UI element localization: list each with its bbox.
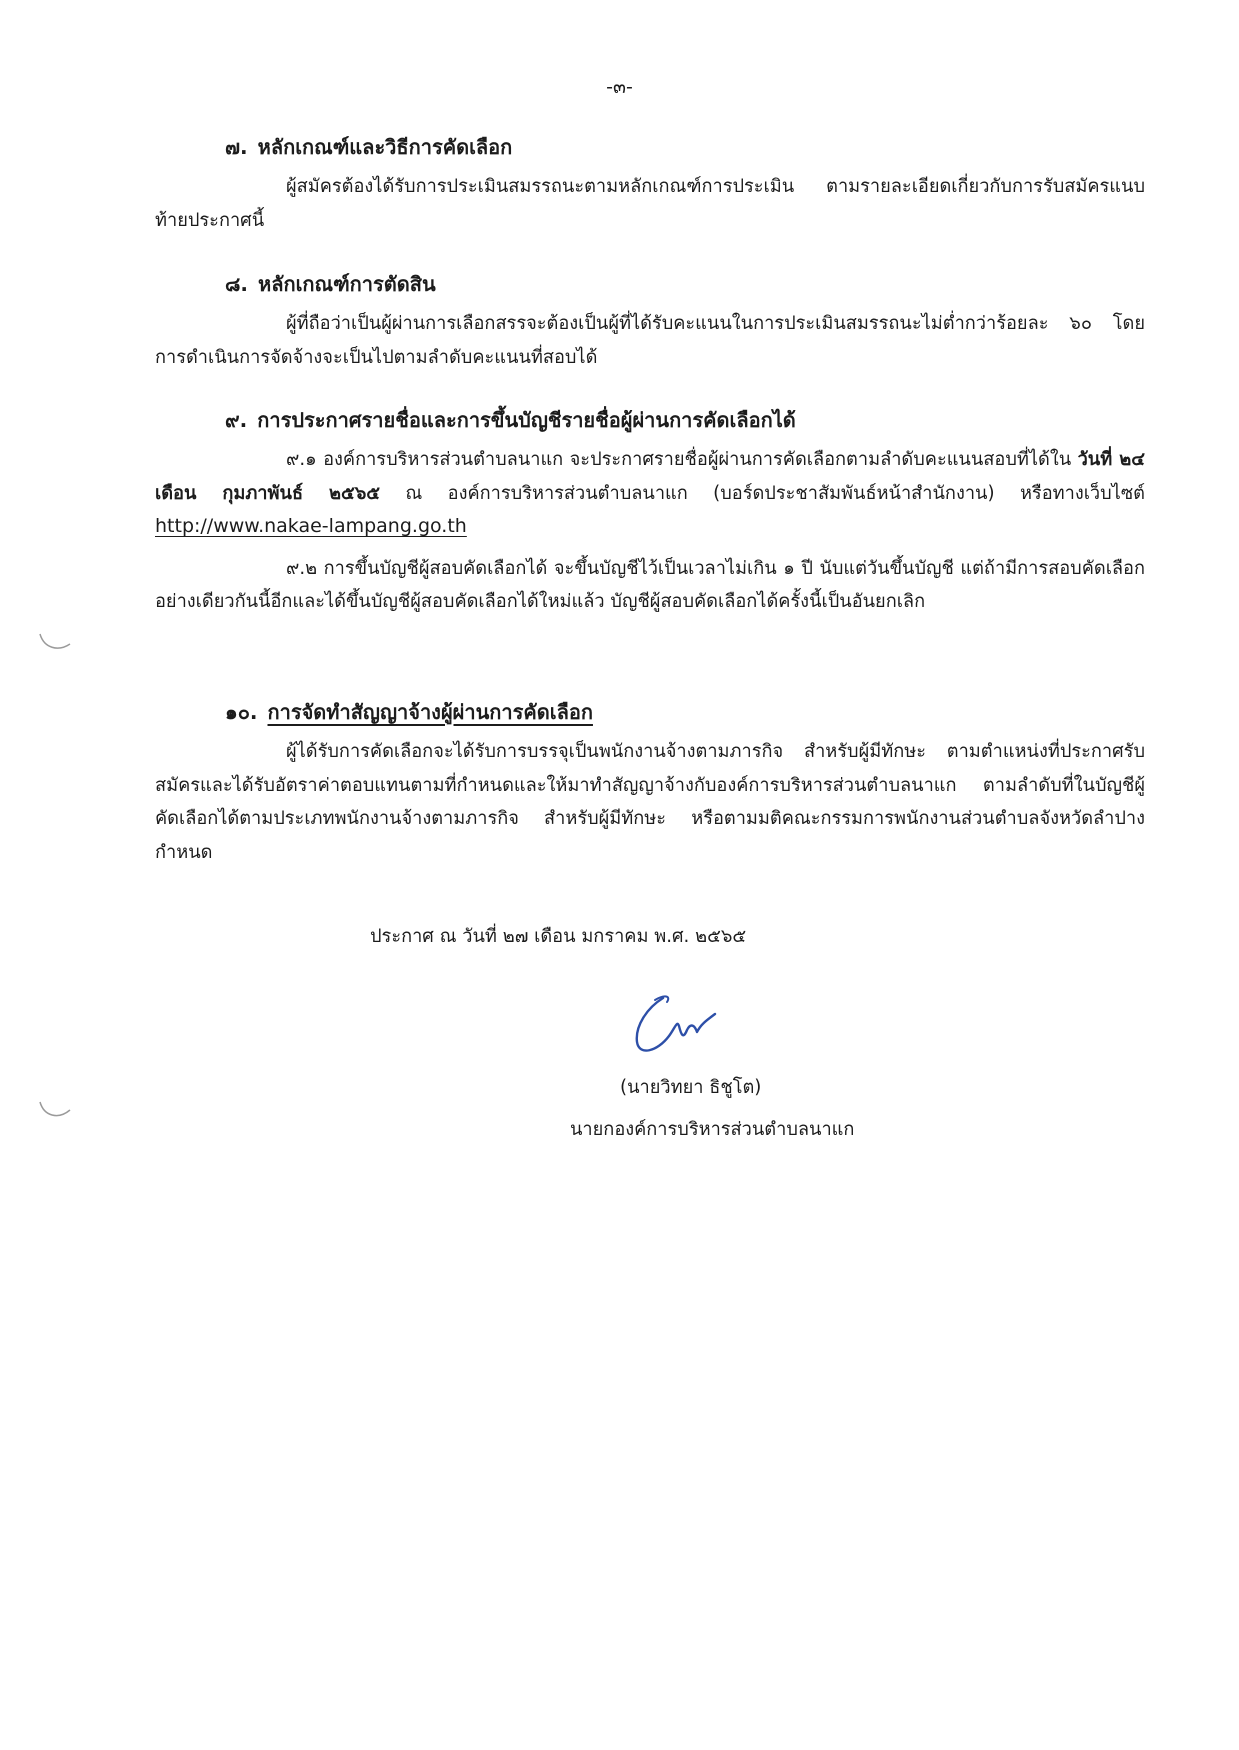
section-body [155, 307, 1145, 374]
section-title: หลักเกณฑ์การตัดสิน [258, 272, 436, 296]
punch-hole-mark [36, 1092, 76, 1132]
section-body [155, 170, 1145, 237]
section-number: ๗. [225, 135, 248, 159]
signature-image [625, 990, 745, 1062]
section-8 [155, 267, 1145, 374]
signer-title: นายกองค์การบริหารส่วนตำบลนาแก [570, 1119, 855, 1140]
section-heading [225, 267, 1145, 301]
announcement-date: ประกาศ ณ วันที่ ๒๗ เดือน มกราคม พ.ศ. ๒๕๖๕ [370, 926, 747, 947]
website-link[interactable]: http://www.nakae-lampang.go.th [155, 515, 467, 537]
section-body [155, 735, 1145, 869]
section-number: ๑๐. [225, 700, 258, 724]
item-9-2-text: ๙.๒ การขึ้นบัญชีผู้สอบคัดเลือกได้ จะขึ้นบัญชีไว้เป็นเวลาไม่เกิน ๑ ปี นับแต่วันขึ้นบัญชี แต่ถ้ามีการสอบคัดเลือกอย่างเดียวกันนี้อีกและได้ขึ้นบัญชีผู้สอบคัดเลือกได้ใหม่แล้ว บัญชีผู้สอบคัดเลือกได้ครั้งนี้เป็นอันยกเลิก [155, 557, 1145, 612]
item-9-1-pre: ๙.๑ องค์การบริหารส่วนตำบลนาแก จะประกาศรายชื่อผู้ผ่านการคัดเลือกตามลำดับคะแนนสอบที่ได้ใน [286, 449, 1078, 470]
item-9-1 [155, 443, 1145, 544]
section-title: การจัดทำสัญญาจ้างผู้ผ่านการคัดเลือก [267, 700, 593, 724]
signer-name: (นายวิทยา ธิชูโต) [620, 1077, 762, 1098]
section-10 [155, 695, 1145, 869]
section-7 [155, 130, 1145, 237]
section-7-text: ผู้สมัครต้องได้รับการประเมินสมรรถนะตามหลักเกณฑ์การประเมิน ตามรายละเอียดเกี่ยวกับการรับสมัครแนบท้ายประกาศนี้ [155, 176, 1145, 231]
section-title: การประกาศรายชื่อและการขึ้นบัญชีรายชื่อผู้ผ่านการคัดเลือกได้ [257, 408, 796, 432]
page-number: -๓- [606, 76, 633, 98]
section-heading [225, 403, 1145, 437]
section-heading [225, 130, 1145, 164]
section-title: หลักเกณฑ์และวิธีการคัดเลือก [257, 135, 513, 159]
section-number: ๙. [225, 408, 248, 432]
punch-hole-mark [36, 622, 76, 662]
result-date: วันที่ ๒๔ เดือน กุมภาพันธ์ ๒๕๖๕ [155, 449, 1145, 504]
section-heading [225, 695, 1145, 729]
item-9-2 [155, 552, 1145, 619]
section-number: ๘. [225, 272, 249, 296]
item-9-1-post: ณ องค์การบริหารส่วนตำบลนาแก (บอร์ดประชาสัมพันธ์หน้าสำนักงาน) หรือทางเว็บไซต์ [380, 482, 1145, 504]
section-10-text: ผู้ได้รับการคัดเลือกจะได้รับการบรรจุเป็นพนักงานจ้างตามภารกิจ สำหรับผู้มีทักษะ ตามตำแหน่งที่ประกาศรับสมัครและได้รับอัตราค่าตอบแทนตามที่กำหนดและให้มาทำสัญญาจ้างกับองค์การบริหารส่วนตำบลนาแก ตามลำดับที่ในบัญชีผู้คัดเลือกได้ตามประเภทพนักงานจ้างตามภารกิจ สำหรับผู้มีทักษะ หรือตามมติคณะกรรมการพนักงานส่วนตำบลจังหวัดลำปางกำหนด [155, 741, 1145, 863]
section-8-text: ผู้ที่ถือว่าเป็นผู้ผ่านการเลือกสรรจะต้องเป็นผู้ที่ได้รับคะแนนในการประเมินสมรรถนะไม่ต่ำกว่าร้อยละ ๖๐ โดยการดำเนินการจัดจ้างจะเป็นไปตามลำดับคะแนนที่สอบได้ [155, 313, 1145, 368]
section-9 [155, 403, 1145, 619]
